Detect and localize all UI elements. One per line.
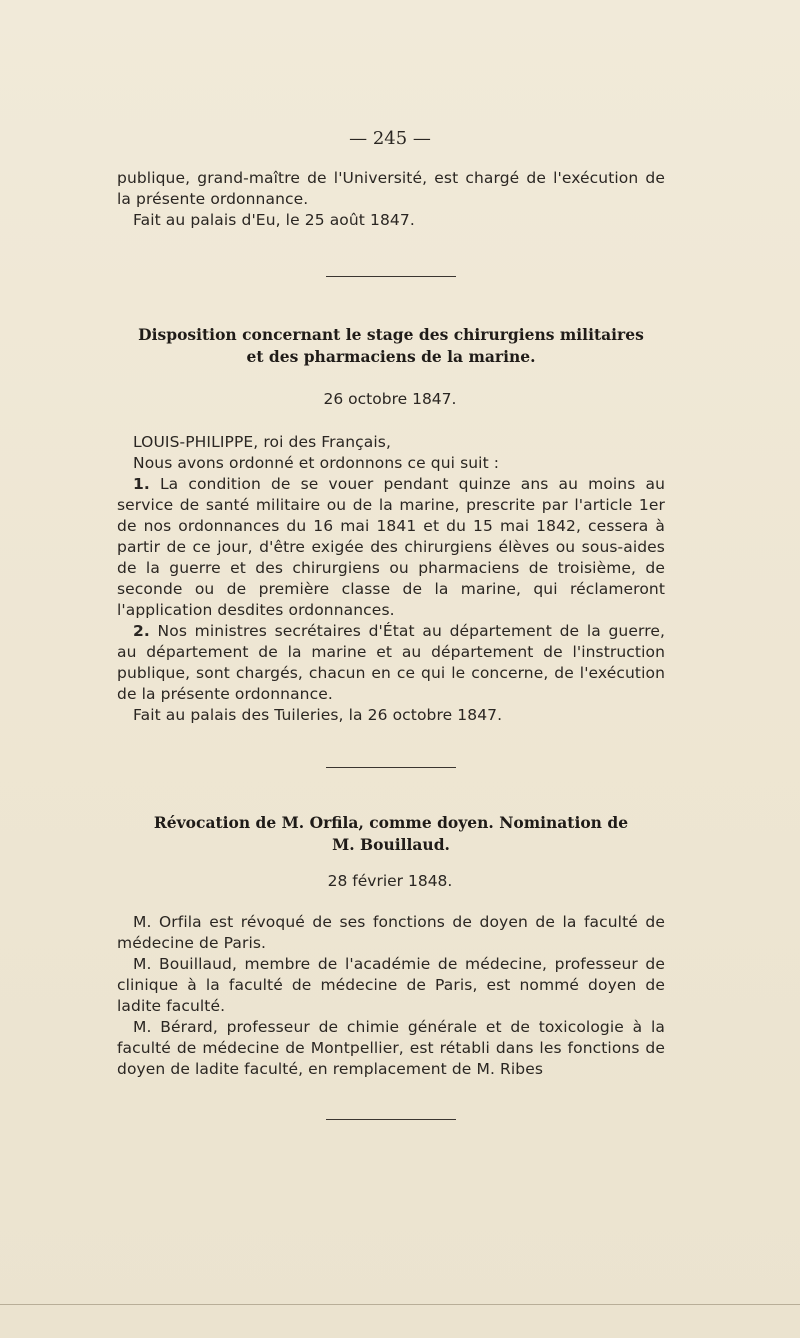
section-2-body [117, 432, 665, 726]
divider-2 [326, 767, 456, 768]
paragraph-berard: M. Bérard, professeur de chimie générale et de toxicologie à la faculté de médecine de Montpellier, est rétabli dans les fonctions de doyen de ladite faculté, en remplacement de M. Ribes [117, 1018, 665, 1078]
section-2-date: 26 octobre 1847. [323, 390, 457, 408]
intro-line: Nous avons ordonné et ordonnons ce qui suit : [133, 454, 500, 472]
section-1 [117, 168, 665, 231]
section-2-title [117, 324, 665, 368]
section-2-title-line-1: Disposition concernant le stage des chirurgiens militaires [138, 325, 644, 344]
page-number: — 245 — [349, 128, 431, 149]
article-2-number: 2. [133, 622, 150, 640]
paragraph-fait-eu: Fait au palais d'Eu, le 25 août 1847. [133, 211, 415, 229]
paragraph-bouillaud: M. Bouillaud, membre de l'académie de médecine, professeur de clinique à la faculté de médecine de Paris, est nommé doyen de ladite faculté. [117, 955, 665, 1015]
paragraph-publique: publique, grand-maître de l'Université, est chargé de l'exécution de la présente ordonnance. [117, 169, 665, 208]
article-1-text: La condition de se vouer pendant quinze ans au moins au service de santé militaire ou de la marine, prescrite par l'article 1er de nos ordonnances du 16 mai 1841 et du 15 mai 1842, cessera à partir de ce jour, d'être exigée des chirurgiens élèves ou sous-aides de la guerre et des chirurgiens ou pharmaciens de troisième, de seconde ou de première classe de la marine, qui réclameront l'application desdites ordonnances. [117, 475, 665, 619]
article-2-text: Nos ministres secrétaires d'État au département de la guerre, au département de la marine et au département de l'instruction publique, sont chargés, chacun en ce qui le concerne, de l'exécution de la présente ordonnance. [117, 622, 665, 703]
section-3-date: 28 février 1848. [327, 872, 453, 890]
page-edge-line [0, 1304, 800, 1305]
article-1 [117, 474, 665, 621]
section-3-title-line-1: Révocation de M. Orfila, comme doyen. Nomination de [153, 813, 629, 832]
article-1-number: 1. [133, 475, 150, 493]
closing-tuileries: Fait au palais des Tuileries, la 26 octobre 1847. [133, 706, 503, 724]
section-3-body [117, 912, 665, 1080]
king-line: LOUIS-PHILIPPE, roi des Français, [133, 433, 391, 451]
section-2-title-line-2: et des pharmaciens de la marine. [246, 347, 536, 366]
divider-3 [326, 1119, 456, 1120]
paragraph-orfila: M. Orfila est révoqué de ses fonctions de doyen de la faculté de médecine de Paris. [117, 913, 665, 952]
section-3-title-line-2: M. Bouillaud. [332, 835, 450, 854]
divider-1 [326, 276, 456, 277]
section-3-title [117, 812, 665, 856]
article-2 [117, 621, 665, 705]
